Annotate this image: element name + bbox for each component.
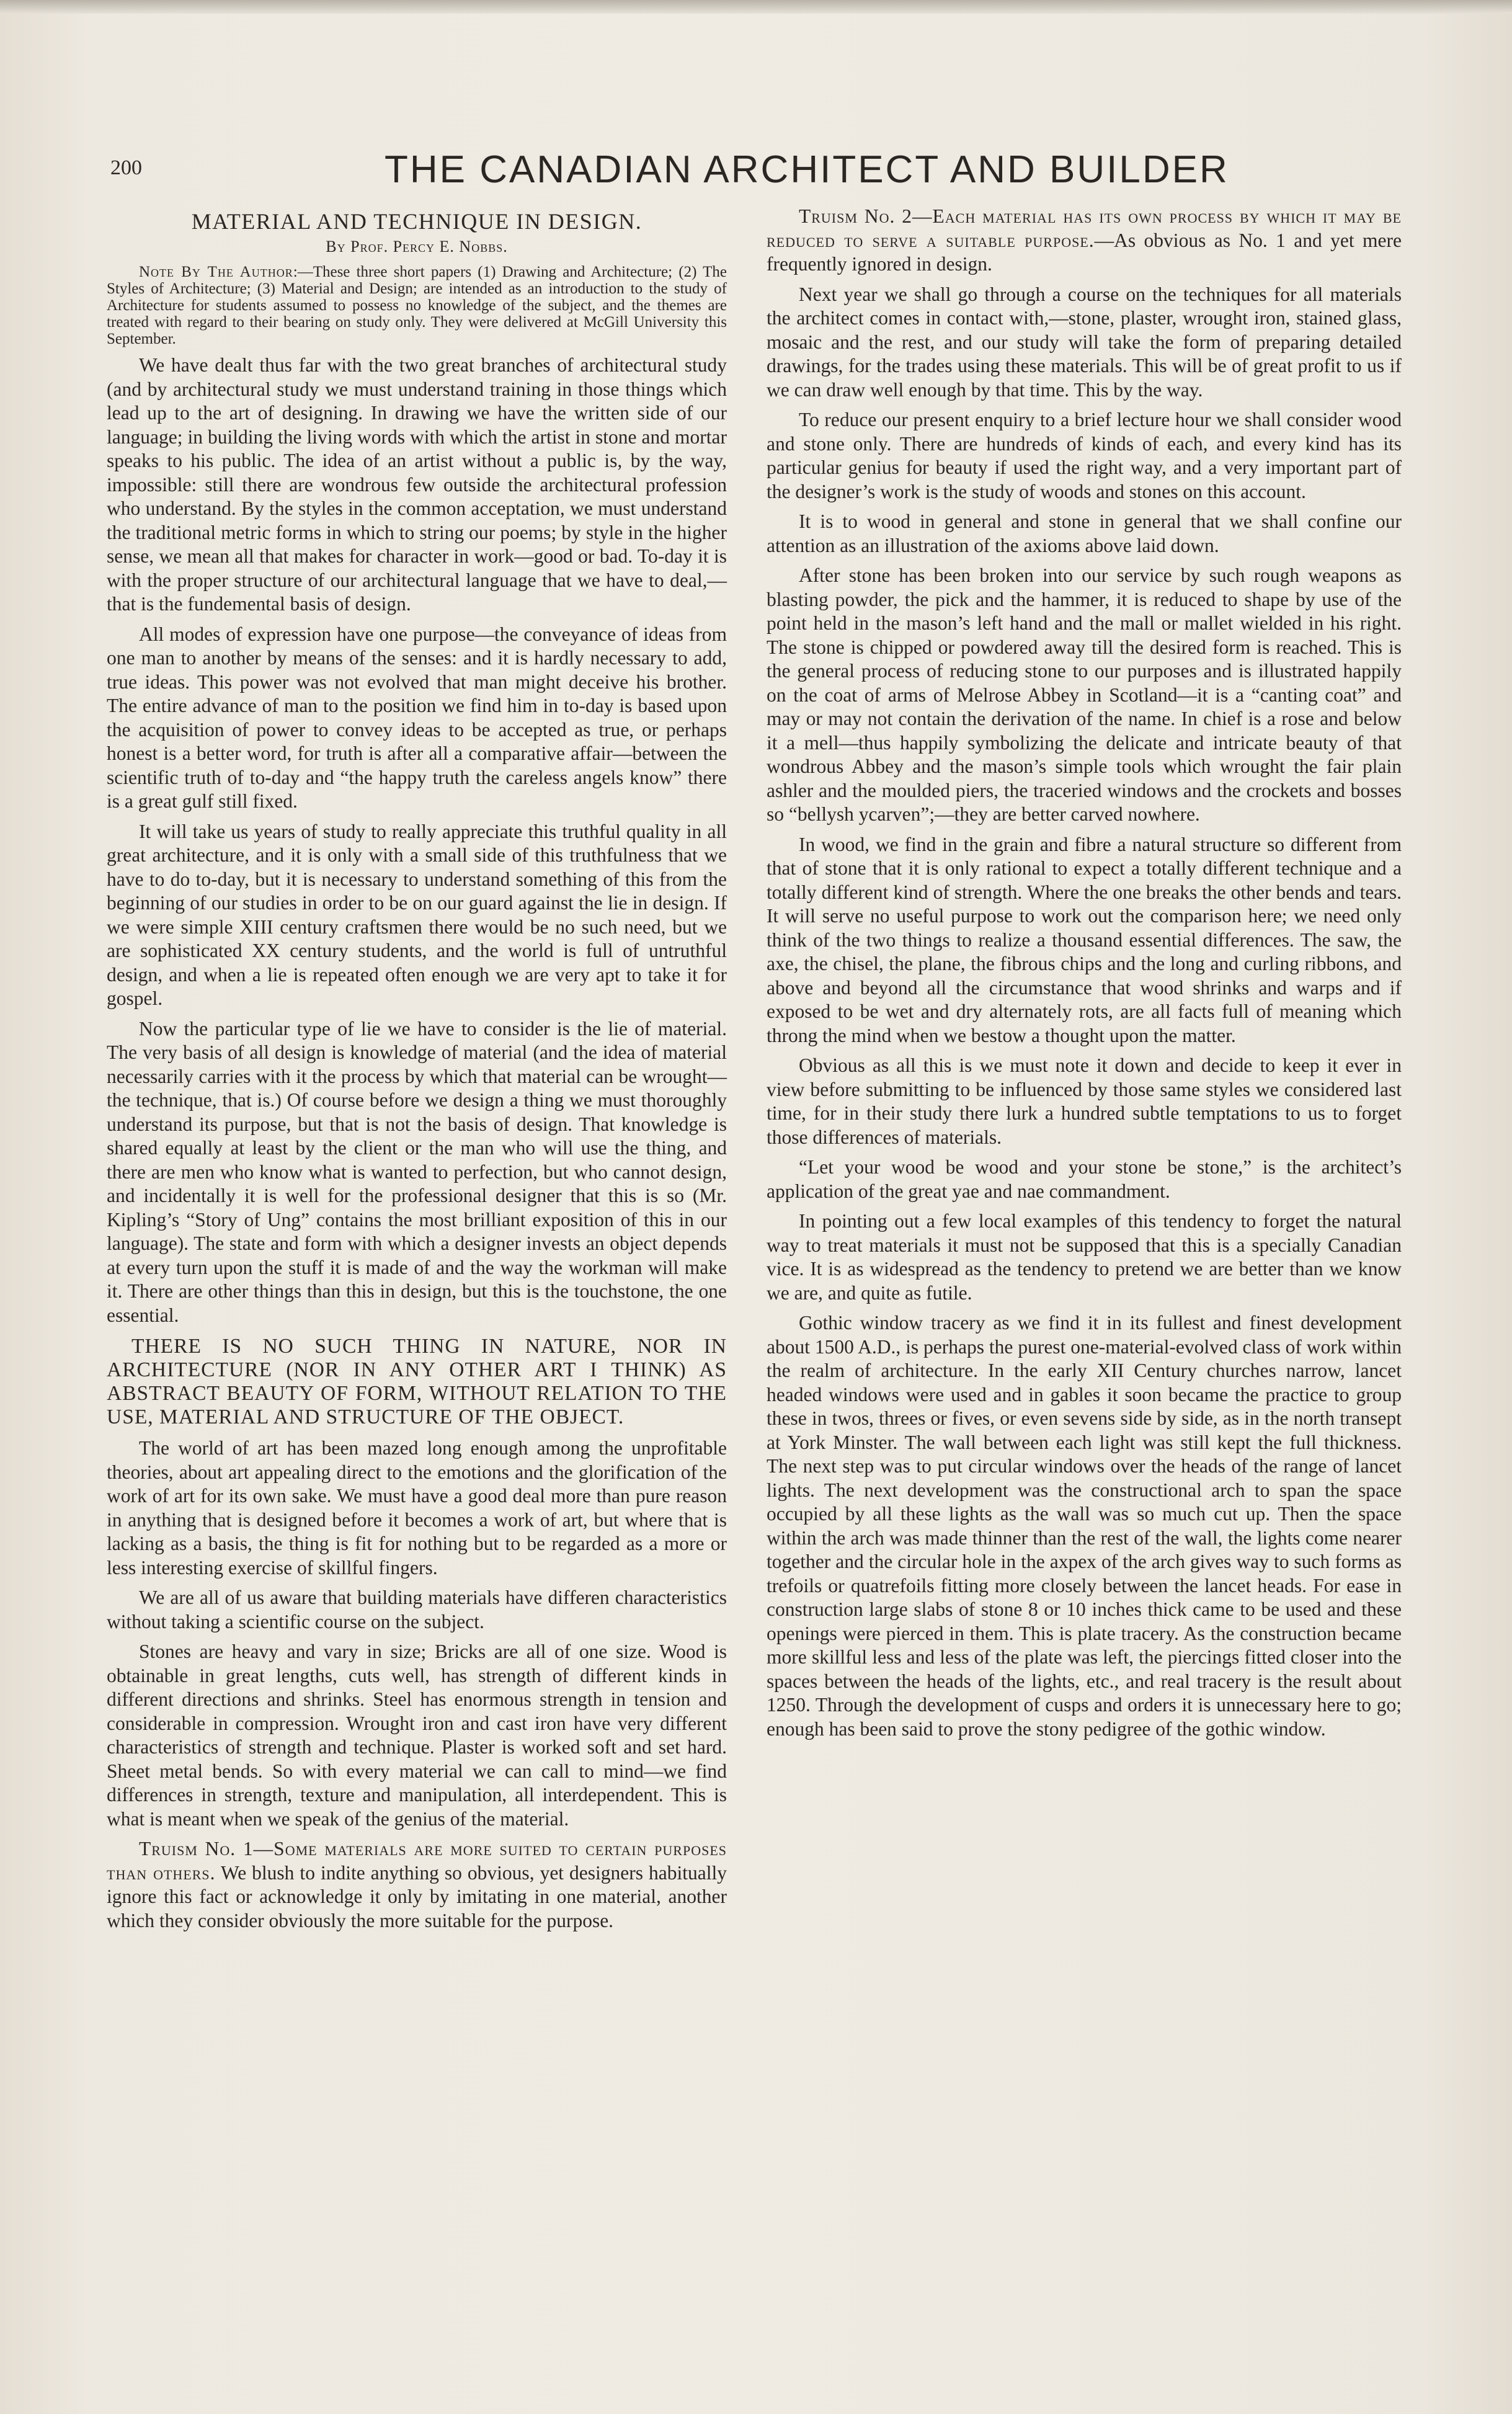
- truism-1-label: Truism No. 1—Some materials are more suited to certain purposes than others.: [107, 1838, 727, 1884]
- author-note-text: :—These three short papers (1) Drawing and Architecture; (2) The Styles of Architecture; (3) Material and Design; are intended as an introduction to the study of Architecture for students assumed to possess no knowledge of the subject, and the themes are treated with regard to their bearing on study only. They were delivered at McGill University this September.: [107, 264, 727, 347]
- paragraph: To reduce our present enquiry to a brief lecture hour we shall consider wood and stone only. There are hundreds of kinds of each, and every kind has its particular genius for beauty if used the right way, and a very important part of the designer’s work is the study of woods and stones on this account.: [767, 409, 1402, 502]
- truism-2: [767, 205, 1402, 277]
- paragraph: Gothic window tracery as we find it in its fullest and finest development about 1500 A.D., is perhaps the purest one-material-evolved class of work within the realm of architecture. In the early XII Century churches narrow, lancet headed windows were used and in gables it soon became the practice to group these in twos, threes or fives, or even sevens side by side, as in the north transept at York Minster. The wall between each light was still kept the full thickness. The next step was to put circular windows over the heads of the range of lancet lights. The next development was the constructional arch to span the space occupied by all these lights as the wall was so much cut up. Then the space within the arch was made thinner than the rest of the wall, the lights come nearer together and the circular hole in the axpex of the arch gives way to such forms as trefoils or quatrefoils fitting more closely between the lancet heads. For ease in construction large slabs of stone 8 or 10 inches thick came to be used and these openings were pierced in them. This is plate tracery. As the construction became more skillful less and less of the plate was left, the piercings fitted closer into the spaces between the heads of the lights, etc., and real tracery is the result about 1250. Through the development of cusps and orders it is unnecessary here to go; enough has been said to prove the stony pedigree of the gothic window.: [767, 1312, 1402, 1740]
- paragraph: Next year we shall go through a course on the techniques for all materials the architect comes in contact with,—stone, plaster, wrought iron, stained glass, mosaic and the rest, and our study will take the form of preparing detailed drawings, for the trades using these materials. This will be of great profit to us if we can draw well enough by that time. This by the way.: [767, 283, 1402, 401]
- paragraph: It is to wood in general and stone in general that we shall confine our attention as an illustration of the axioms above laid down.: [767, 510, 1402, 556]
- caps-heading: THERE IS NO SUCH THING IN NATURE, NOR IN ARCHITECTURE (NOR IN ANY OTHER ART I THINK) AS ABSTRACT BEAUTY OF FORM, WITHOUT RELATION TO THE USE, MATERIAL AND STRUCTURE OF THE OBJECT.: [107, 1335, 727, 1428]
- paragraph: In pointing out a few local examples of this tendency to forget the natural way to treat materials it must not be supposed that this is a specially Canadian vice. It is as widespread as the tendency to pretend we are better than we know we are, and quite as futile.: [767, 1210, 1402, 1304]
- article-title: MATERIAL AND TECHNIQUE IN DESIGN.: [191, 209, 643, 234]
- paragraph: Now the particular type of lie we have to consider is the lie of material. The very basis of all design is knowledge of material (and the idea of material necessarily carries with it the process by which that material can be wrought—the technique, that is.) Of course before we design a thing we must thoroughly understand its purpose, but that is not the basis of design. That knowledge is shared equally at least by the client or the man who will use the thing, and there are men who know what is wanted to perfection, but who cannot design, and incidentally it is well for the professional designer that this is so (Mr. Kipling’s “Story of Ung” contains the most brilliant exposition of this in our language). The state and form with which a designer invests an object depends at every turn upon the stuff it is made of and the way the workman will make it. There are other things than this in design, but this is the touchstone, the one essential.: [107, 1017, 727, 1326]
- paragraph: We have dealt thus far with the two great branches of architectural study (and by architectural study we must understand training in those things which lead up to the art of designing. In drawing we have the written side of our language; in building the living words with which the artist in stone and mortar speaks to his public. The idea of an artist without a public is, by the way, impossible: still there are wondrous few outside the architectural profession who understand. By the styles in the common acceptation, we must understand the traditional metric forms in which to string our poems; by style in the higher sense, we mean all that makes for character in work—good or bad. To-day it is with the proper structure of our architectural language that we have to deal,—that is the fundemental basis of design.: [107, 354, 727, 615]
- paragraph: All modes of expression have one purpose—the conveyance of ideas from one man to another by means of the senses: and it is hardly necessary to add, true ideas. This power was not evolved that man might deceive his brother. The entire advance of man to the position we find him in to-day is based upon the acquisition of power to convey ideas to be accepted as true, or perhaps honest is a better word, for truth is after all a comparative affair—between the scientific truth of to-day and “the happy truth the careless angels know” there is a great gulf still fixed.: [107, 623, 727, 812]
- truism-2-label: Truism No. 2—Each material has its own process by which it may be reduced to serve a suitable purpose.: [767, 205, 1402, 251]
- left-column: [107, 205, 727, 1933]
- paragraph: “Let your wood be wood and your stone be stone,” is the architect’s application of the great yae and nae commandment.: [767, 1156, 1402, 1202]
- running-head: THE CANADIAN ARCHITECT AND BUILDER: [385, 148, 1229, 191]
- paragraph: It will take us years of study to really appreciate this truthful quality in all great architecture, and it is only with a small side of this truthfulness that we have to do to-day, but it is necessary to understand something of this from the beginning of our studies in order to be on our guard against the lie in design. If we were simple XIII century craftsmen there would be no such need, but we are sophisticated XX century students, and the world is full of untruthful design, and when a lie is repeated often enough we are very apt to take it for gospel.: [107, 820, 727, 1009]
- article-byline: By Prof. Percy E. Nobbs.: [326, 237, 508, 256]
- paragraph: After stone has been broken into our service by such rough weapons as blasting powder, the pick and the hammer, it is reduced to shape by use of the point held in the mason’s left hand and the mall or mallet wielded in his right. The stone is chipped or powdered away till the desired form is reached. This is the general process of reducing stone to our purposes and is illustrated happily on the coat of arms of Melrose Abbey in Scotland—it is a “canting coat” and may or may not contain the derivation of the name. In chief is a rose and below it a mell—thus happily symbolizing the delicate and intricate beauty of that wondrous Abbey and the mason’s simple tools which wrought the fair plain ashler and the moulded piers, the traceried windows and the crockets and bosses so “bellysh ycarven”;—they are better carved nowhere.: [767, 564, 1402, 825]
- truism-1: [107, 1837, 727, 1933]
- page-number: 200: [110, 156, 142, 179]
- page-edge-shadow: [0, 0, 1512, 14]
- paragraph: Stones are heavy and vary in size; Bricks are all of one size. Wood is obtainable in great lengths, cuts well, has strength of different kinds in different directions and shrinks. Steel has enormous strength in tension and considerable in compression. Wrought iron and cast iron have very different characteristics of strength and technique. Plaster is worked soft and set hard. Sheet metal bends. So with every material we can call to mind—we find differences in strength, texture and manipulation, all interdependent. This is what is meant when we speak of the genius of the material.: [107, 1641, 727, 1830]
- truism-1-text: We blush to indite anything so obvious, yet designers habitually ignore this fact or acknowledge it only by imitating in one material, another which they consider obviously the more suitable for the purpose.: [107, 1861, 727, 1931]
- truism-2-text: —As obvious as No. 1 and yet mere frequently ignored in design.: [767, 229, 1402, 275]
- paragraph: We are all of us aware that building materials have differen characteristics without taking a scientific course on the subject.: [107, 1587, 727, 1632]
- author-note-label: Note By The Author: [139, 264, 293, 280]
- right-column: [767, 205, 1402, 1741]
- paragraph: The world of art has been mazed long enough among the unprofitable theories, about art appealing direct to the emotions and the glorification of the work of art for its own sake. We must have a good deal more than pure reason in anything that is designed before it becomes a work of art, but where that is lacking as a basis, the thing is fit for nothing but to be regarded as a more or less interesting exercise of skillful fingers.: [107, 1437, 727, 1579]
- paragraph: Obvious as all this is we must note it down and decide to keep it ever in view before submitting to be influenced by those same styles we considered last time, for in their study there lurk a hundred subtle temptations to us to forget those differences of materials.: [767, 1054, 1402, 1148]
- paragraph: In wood, we find in the grain and fibre a natural structure so different from that of stone that it is only rational to expect a totally different technique and a totally different kind of strength. Where the one breaks the other bends and tears. It will serve no useful purpose to work out the comparison here; we need only think of the two things to realize a thousand essential differences. The saw, the axe, the chisel, the plane, the fibrous chips and the long and curling ribbons, and above and beyond all the circumstance that wood shrinks and warps and if exposed to be wet and dry alternately rots, are all facts full of meaning which throng the mind when we bestow a thought upon the matter.: [767, 833, 1402, 1046]
- author-note: [107, 264, 727, 347]
